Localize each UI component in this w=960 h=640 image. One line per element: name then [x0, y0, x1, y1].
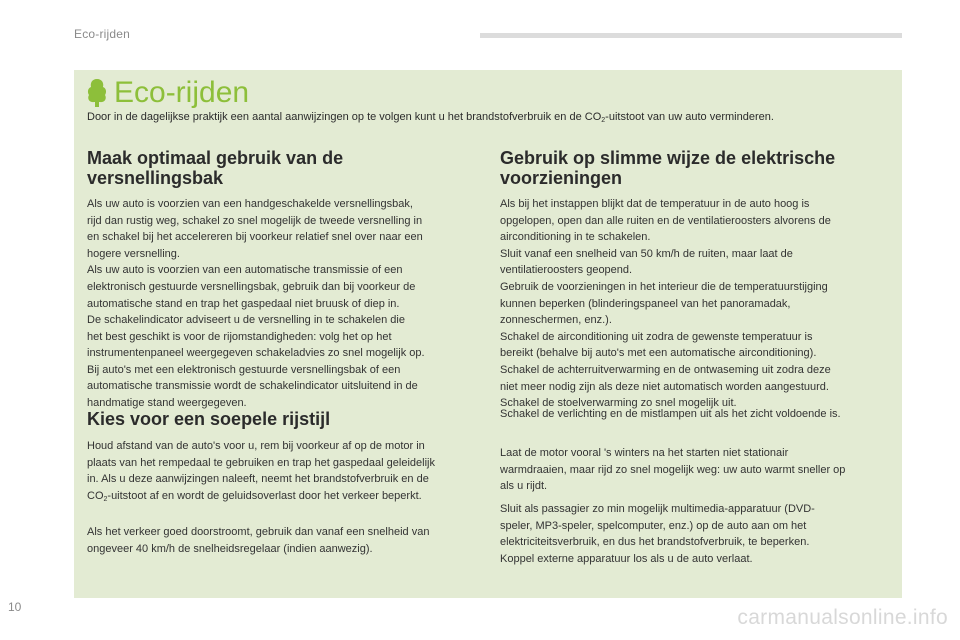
intro-text-start: Door in de dagelijkse praktijk een aantal aanwijzingen op te volgen kunt u het brandstofverbruik en de CO — [87, 111, 602, 123]
driving-subscript: 2 — [103, 495, 108, 503]
page-number: 10 — [8, 600, 22, 614]
intro-subscript: 2 — [601, 117, 606, 124]
header-rule — [480, 33, 902, 38]
driving-paragraph-2: Als het verkeer goed doorstroomt, gebruik dan vanaf een snelheid van ongeveer 40 km/h de snelheidsregelaar (indien aanwezig). — [87, 526, 430, 555]
driving-paragraph-1-start: Houd afstand van de auto's voor u, rem bij voorkeur af op de motor in plaats van het rempedaal te gebruiken en trap het gaspedaal geleidelijk in. Als u deze aanwijzingen naleeft, neemt het brandstofverbruik en de CO — [87, 440, 435, 502]
driving-heading: Kies voor een soepele rijstijl — [87, 409, 331, 429]
tree-icon — [86, 78, 108, 108]
gearbox-heading: Maak optimaal gebruik van de versnellingsbak — [87, 148, 344, 188]
electrical-paragraph-4: Sluit als passagier zo min mogelijk multimedia-apparatuur (DVD- speler, MP3-speler, spelcomputer, enz.) op de auto aan om het elektriciteitsverbruik, en dus het brandstofverbruik, te beperken. Koppel externe apparatuur los als u de auto verlaat. — [500, 503, 815, 565]
electrical-paragraph-1: Als bij het instappen blijkt dat de temperatuur in de auto hoog is opgelopen, open dan alle ruiten en de ventilatieroosters alvorens de airconditioning in te schakelen. Sluit vanaf een snelheid van 50 km/h de ruiten, maar laat de ventilatieroosters geopend. Gebruik de voorzieningen in het interieur die de temperatuurstijging kunnen beperken (blinderingspaneel van het panoramadak, zonneschermen, enz.). Schakel de airconditioning uit zodra de gewenste temperatuur is bereikt (behalve bij auto's met een automatische airconditioning). Schakel de achterruitverwarming en de ontwaseming uit zodra deze niet meer nodig zijn als deze niet automatisch worden aangestuurd. Schakel de stoelverwarming zo snel mogelijk uit. — [500, 198, 831, 410]
driving-paragraph-1-end: -uitstoot af en wordt de geluidsoverlast door het verkeer beperkt. — [107, 489, 422, 502]
intro-text-end: -uitstoot van uw auto verminderen. — [605, 111, 774, 123]
panel-title: Eco-rijden — [114, 76, 250, 109]
gearbox-paragraph-2: De schakelindicator adviseert u de versnelling in te schakelen die het best geschikt is voor de rijomstandigheden: volg het op het instrumentenpaneel weergegeven schakeladvies zo snel mogelijk op. Bij auto's met een elektronisch gestuurde versnellingsbak of een automatische transmissie wordt de schakelindicator uitsluitend in de handmatige stand weergegeven. — [87, 314, 425, 409]
gearbox-paragraph-1: Als uw auto is voorzien van een handgeschakelde versnellingsbak, rijd dan rustig weg, schakel zo snel mogelijk de tweede versnelling in en schakel bij het accelereren bij voorkeur relatief snel over naar een hogere versnelling. Als uw auto is voorzien van een automatische transmissie of een elektronisch gestuurde versnellingsbak, gebruik dan bij voorkeur de automatische stand en trap het gaspedaal niet bruusk of diep in. — [87, 198, 423, 310]
running-header: Eco-rijden — [74, 27, 131, 41]
panel-title-row — [86, 76, 249, 110]
intro-text — [87, 109, 897, 125]
electrical-heading: Gebruik op slimme wijze de elektrische voorzieningen — [500, 148, 836, 188]
driving-paragraph-1 — [87, 438, 435, 504]
electrical-paragraph-2: Schakel de verlichting en de mistlampen uit als het zicht voldoende is. — [500, 408, 841, 420]
watermark: carmanualsonline.info — [737, 606, 948, 629]
eco-driving-panel — [74, 70, 902, 598]
electrical-paragraph-3: Laat de motor vooral 's winters na het starten niet stationair warmdraaien, maar rijd zo snel mogelijk weg: uw auto warmt sneller op als u rijdt. — [500, 447, 846, 493]
